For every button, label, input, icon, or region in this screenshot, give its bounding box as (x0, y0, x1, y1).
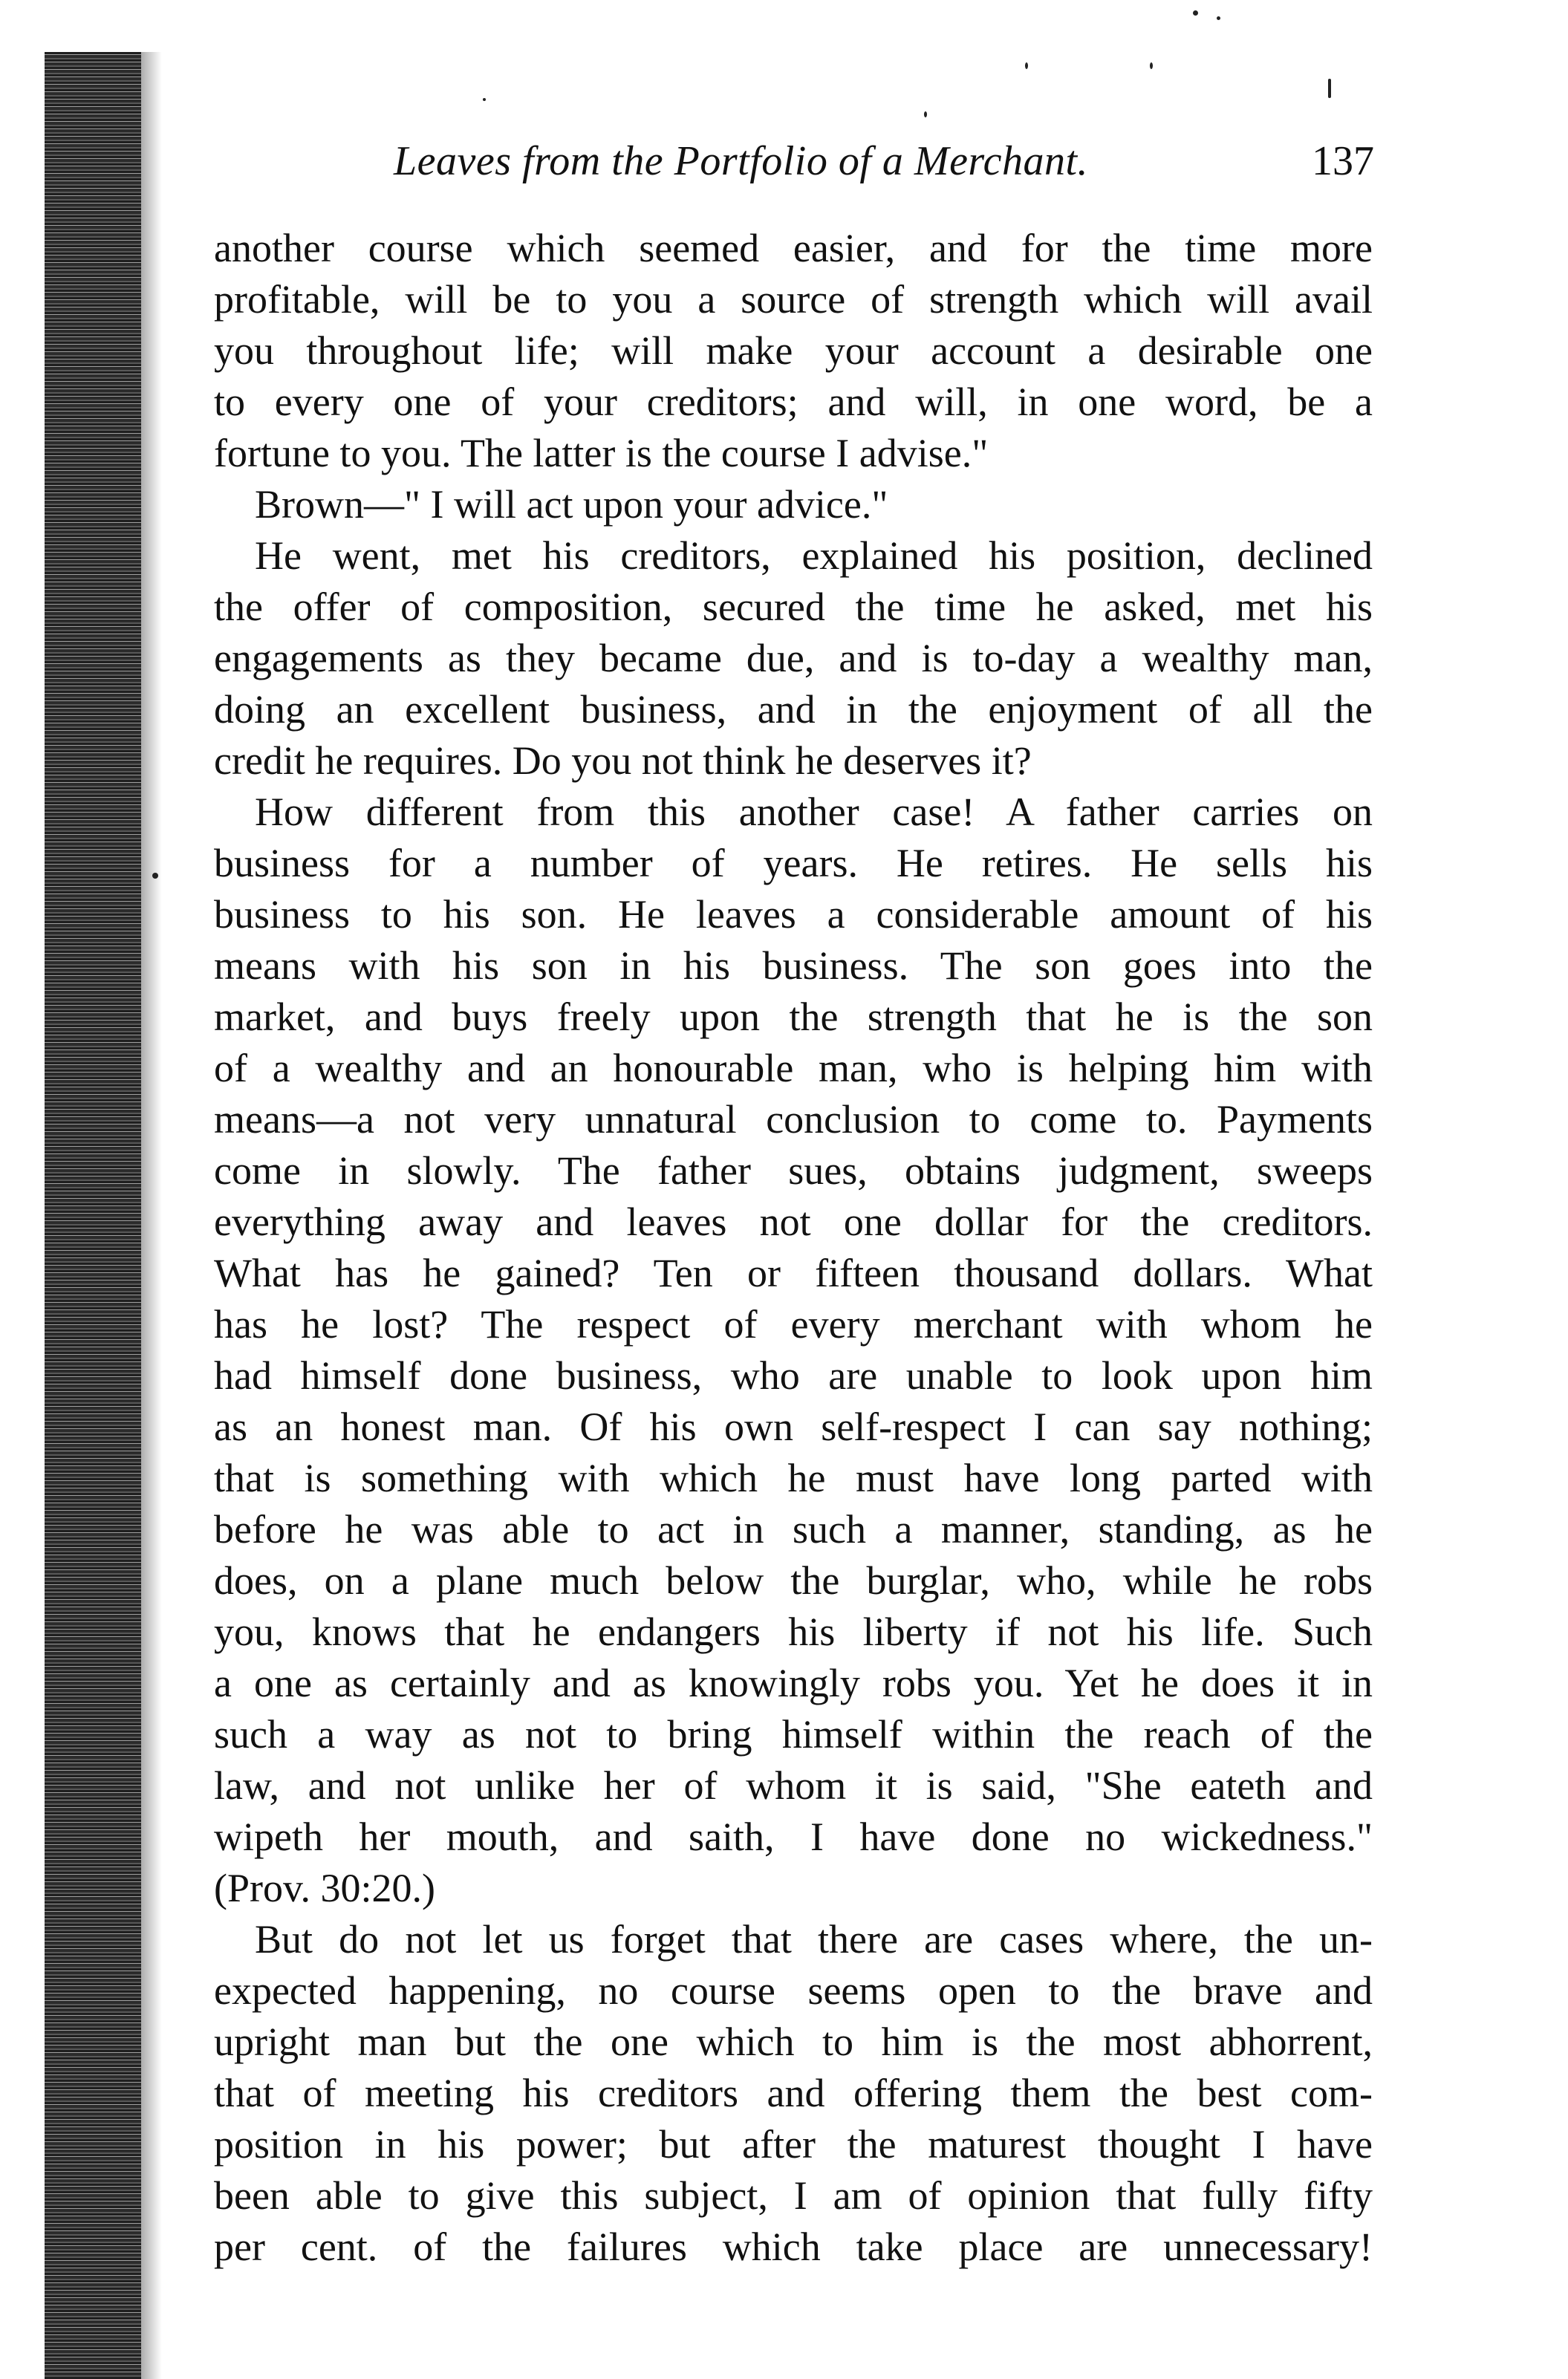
text-line: engagements as they became due, and is to-day a wealthy man, (214, 636, 1373, 680)
ink-speck (924, 111, 927, 117)
text-line: before he was able to act in such a manner, standing, as he (214, 1507, 1373, 1552)
text-line: per cent. of the failures which take place are unnecessary! (214, 2225, 1373, 2269)
body-text (214, 223, 1373, 2273)
text-line: credit he requires. Do you not think he deserves it? (214, 738, 1032, 783)
text-line: another course which seemed easier, and for the time more (214, 226, 1373, 270)
text-line: business for a number of years. He retires. He sells his (214, 841, 1373, 885)
text-line: does, on a plane much below the burglar, who, while he robs (214, 1558, 1373, 1603)
text-line: law, and not unlike her of whom it is said, "She eateth and (214, 1763, 1373, 1808)
text-line: that is something with which he must have long parted with (214, 1456, 1373, 1500)
text-line: What has he gained? Ten or fifteen thousand dollars. What (214, 1251, 1373, 1295)
text-line: position in his power; but after the maturest thought I have (214, 2122, 1373, 2167)
ink-speck (1193, 10, 1198, 16)
text-line: you throughout life; will make your account a desirable one (214, 328, 1373, 373)
text-line: to every one of your creditors; and will, in one word, be a (214, 380, 1373, 424)
text-line: doing an excellent business, and in the enjoyment of all the (214, 687, 1373, 732)
ink-speck (1328, 79, 1331, 98)
text-line: upright man but the one which to him is the most abhorrent, (214, 2020, 1373, 2064)
paragraph-start-line: How different from this another case! A father carries on (255, 790, 1373, 834)
text-line: expected happening, no course seems open to the brave and (214, 1968, 1373, 2013)
text-line: (Prov. 30:20.) (214, 1866, 435, 1910)
text-line: fortune to you. The latter is the course I advise." (214, 431, 989, 475)
ink-speck (152, 873, 158, 879)
text-line: such a way as not to bring himself within the reach of the (214, 1712, 1373, 1757)
text-line: Brown—" I will act upon your advice." (255, 482, 888, 527)
ink-speck (1150, 62, 1153, 69)
ink-speck (1217, 16, 1220, 20)
text-line: has he lost? The respect of every merchant with whom he (214, 1302, 1373, 1347)
page-number: 137 (1312, 138, 1374, 184)
text-line: business to his son. He leaves a considerable amount of his (214, 892, 1373, 937)
text-line: everything away and leaves not one dollar for the creditors. (214, 1200, 1373, 1244)
text-line: market, and buys freely upon the strength that he is the son (214, 995, 1373, 1039)
text-line: profitable, will be to you a source of strength which will avail (214, 277, 1373, 322)
text-line: that of meeting his creditors and offering them the best com- (214, 2071, 1373, 2115)
text-line: of a wealthy and an honourable man, who is helping him with (214, 1046, 1373, 1090)
text-line: you, knows that he endangers his liberty if not his life. Such (214, 1610, 1373, 1654)
text-line: as an honest man. Of his own self-respect I can say nothing; (214, 1405, 1373, 1449)
text-line: means—a not very unnatural conclusion to come to. Payments (214, 1097, 1373, 1142)
page-binding-edge (45, 52, 141, 2379)
text-line: the offer of composition, secured the time he asked, met his (214, 585, 1373, 629)
text-line: had himself done business, who are unable to look upon him (214, 1353, 1373, 1398)
text-line: a one as certainly and as knowingly robs you. Yet he does it in (214, 1661, 1373, 1705)
text-line: been able to give this subject, I am of opinion that fully fifty (214, 2173, 1373, 2218)
text-line: wipeth her mouth, and saith, I have done no wickedness." (214, 1815, 1373, 1859)
ink-speck (1025, 62, 1028, 69)
text-line: come in slowly. The father sues, obtains judgment, sweeps (214, 1148, 1373, 1193)
ink-speck (483, 98, 486, 101)
paragraph-start-line: He went, met his creditors, explained his position, declined (255, 533, 1373, 578)
paragraph-start-line: But do not let us forget that there are cases where, the un- (255, 1917, 1373, 1962)
text-line: means with his son in his business. The son goes into the (214, 943, 1373, 988)
running-head (215, 137, 1374, 197)
running-title: Leaves from the Portfolio of a Merchant. (394, 138, 1089, 184)
